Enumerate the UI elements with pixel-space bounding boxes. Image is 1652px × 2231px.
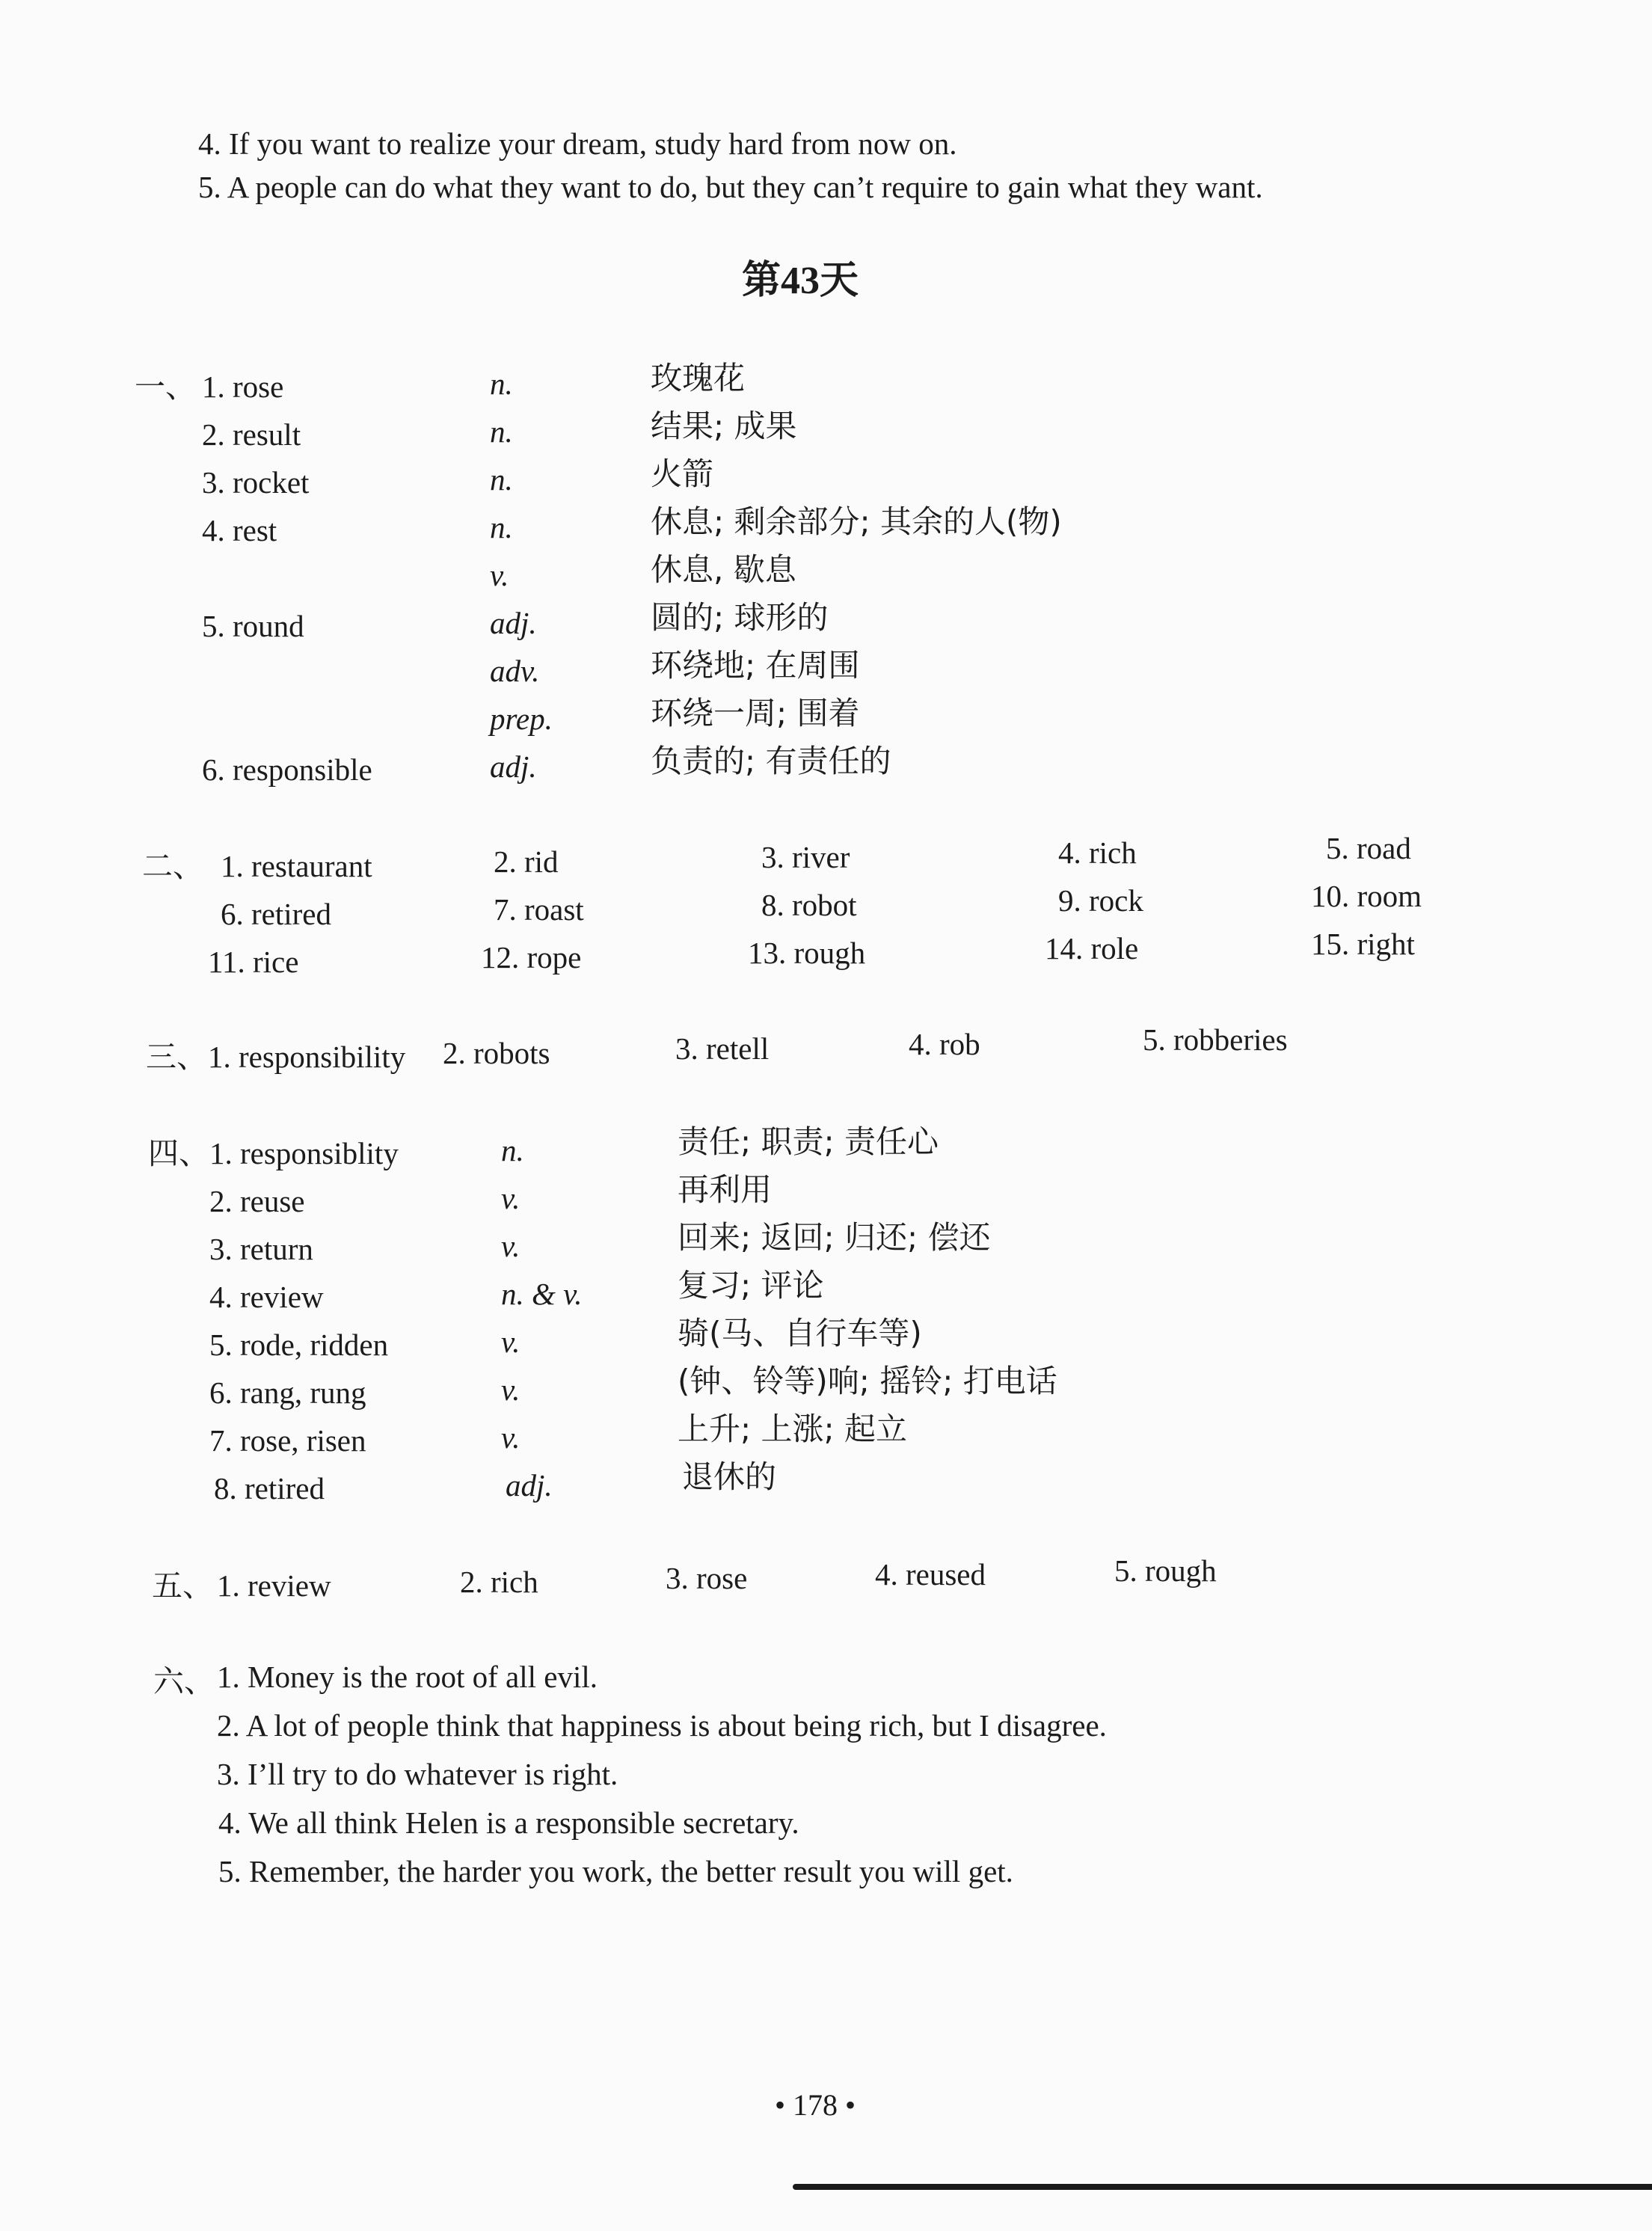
s3-item-4: 4. rob xyxy=(909,1027,980,1061)
s1-word-4: 4. rest xyxy=(202,513,277,547)
s1-word-2: 2. result xyxy=(202,417,301,452)
s4-pos-5: v. xyxy=(501,1325,521,1359)
s1-pos-3: n. xyxy=(490,462,513,497)
s4-meaning-4: 复习; 评论 xyxy=(678,1267,824,1304)
s4-word-2: 2. reuse xyxy=(209,1184,305,1218)
section-5-marker: 五、 xyxy=(152,1568,213,1603)
s5-item-2: 2. rich xyxy=(460,1565,538,1599)
s1-meaning-3: 火箭 xyxy=(651,455,714,492)
s4-word-5: 5. rode, ridden xyxy=(209,1328,389,1362)
s4-meaning-1: 责任; 职责; 责任心 xyxy=(678,1123,939,1160)
s1-word-9: 6. responsible xyxy=(202,752,372,787)
s6-line-2: 2. A lot of people think that happiness is about being rich, but I disagree. xyxy=(217,1708,1107,1743)
s1-pos-1: n. xyxy=(490,366,513,401)
s5-item-5: 5. rough xyxy=(1114,1553,1217,1588)
s1-pos-2: n. xyxy=(490,414,513,449)
s1-meaning-9: 负责的; 有责任的 xyxy=(651,743,891,779)
s2-item-13: 13. rough xyxy=(748,936,866,970)
s4-word-1: 1. responsiblity xyxy=(209,1136,399,1170)
s4-pos-8: adj. xyxy=(506,1468,553,1503)
s2-item-8: 8. robot xyxy=(761,888,857,922)
s2-item-5: 5. road xyxy=(1326,831,1411,865)
section-2-marker: 二、 xyxy=(142,849,203,883)
s3-item-5: 5. robberies xyxy=(1143,1022,1288,1057)
s1-meaning-4: 休息; 剩余部分; 其余的人(物) xyxy=(651,503,1062,540)
s2-item-2: 2. rid xyxy=(494,844,559,879)
s1-word-3: 3. rocket xyxy=(202,465,310,500)
s4-meaning-8: 退休的 xyxy=(682,1458,777,1495)
s1-meaning-1: 玫瑰花 xyxy=(651,360,746,396)
s1-meaning-6: 圆的; 球形的 xyxy=(651,599,829,636)
s2-item-10: 10. room xyxy=(1311,879,1422,913)
page-number: • 178 • xyxy=(774,2088,856,2122)
s4-meaning-7: 上升; 上涨; 起立 xyxy=(678,1411,908,1447)
s2-item-12: 12. rope xyxy=(481,940,582,975)
s4-word-4: 4. review xyxy=(209,1280,324,1314)
s6-line-5: 5. Remember, the harder you work, the better result you will get. xyxy=(218,1854,1013,1888)
s5-item-3: 3. rose xyxy=(666,1561,748,1595)
top-line-5: 5. A people can do what they want to do, but they can’t require to gain what they want. xyxy=(198,170,1263,204)
section-3-marker: 三、 xyxy=(146,1040,207,1074)
section-4-marker: 四、 xyxy=(148,1136,209,1170)
s2-item-15: 15. right xyxy=(1311,927,1415,961)
s6-line-1: 1. Money is the root of all evil. xyxy=(217,1660,598,1694)
s3-item-1: 1. responsibility xyxy=(208,1040,406,1074)
s1-pos-6: adj. xyxy=(490,606,537,640)
s2-item-14: 14. role xyxy=(1045,931,1139,966)
s4-pos-4: n. & v. xyxy=(501,1277,583,1311)
section-6-marker: 六、 xyxy=(153,1664,215,1698)
s2-item-6: 6. retired xyxy=(221,897,331,931)
s4-pos-1: n. xyxy=(501,1133,524,1167)
s5-item-1: 1. review xyxy=(217,1568,331,1603)
s4-pos-2: v. xyxy=(501,1181,521,1215)
s1-word-6: 5. round xyxy=(202,609,304,643)
s4-pos-7: v. xyxy=(501,1420,521,1455)
s6-line-3: 3. I’ll try to do whatever is right. xyxy=(217,1757,618,1791)
s2-item-3: 3. river xyxy=(761,840,850,874)
s1-pos-9: adj. xyxy=(490,749,537,784)
s4-word-7: 7. rose, risen xyxy=(209,1423,366,1458)
bottom-rule xyxy=(793,2184,1652,2190)
s2-item-4: 4. rich xyxy=(1058,835,1137,870)
s4-pos-6: v. xyxy=(501,1372,521,1407)
day-title: 第43天 xyxy=(741,260,859,302)
s1-meaning-5: 休息, 歇息 xyxy=(651,551,796,588)
section-1-marker: 一、 xyxy=(135,369,196,404)
s1-pos-7: adv. xyxy=(490,654,540,688)
s4-word-8: 8. retired xyxy=(214,1471,325,1506)
s4-meaning-5: 骑(马、自行车等) xyxy=(678,1315,922,1351)
s1-meaning-7: 环绕地; 在周围 xyxy=(651,647,860,684)
top-line-4: 4. If you want to realize your dream, study hard from now on. xyxy=(198,126,957,161)
s4-pos-3: v. xyxy=(501,1229,521,1263)
s2-item-9: 9. rock xyxy=(1058,883,1143,918)
s3-item-3: 3. retell xyxy=(675,1031,770,1066)
s4-meaning-3: 回来; 返回; 归还; 偿还 xyxy=(678,1219,991,1256)
s1-pos-4: n. xyxy=(490,510,513,544)
s6-line-4: 4. We all think Helen is a responsible secretary. xyxy=(218,1805,799,1840)
s1-pos-5: v. xyxy=(490,558,509,592)
s1-pos-8: prep. xyxy=(490,702,553,736)
s2-item-1: 1. restaurant xyxy=(221,849,372,883)
s4-meaning-2: 再利用 xyxy=(678,1171,773,1208)
s1-word-1: 1. rose xyxy=(202,369,284,404)
s1-meaning-8: 环绕一周; 围着 xyxy=(651,695,860,731)
s5-item-4: 4. reused xyxy=(875,1557,986,1592)
s1-meaning-2: 结果; 成果 xyxy=(651,408,797,444)
s3-item-2: 2. robots xyxy=(443,1036,550,1070)
s4-word-6: 6. rang, rung xyxy=(209,1375,366,1410)
s2-item-7: 7. roast xyxy=(494,892,584,927)
s4-word-3: 3. return xyxy=(209,1232,313,1266)
s4-meaning-6: (钟、铃等)响; 摇铃; 打电话 xyxy=(678,1363,1057,1399)
s2-item-11: 11. rice xyxy=(208,945,299,979)
